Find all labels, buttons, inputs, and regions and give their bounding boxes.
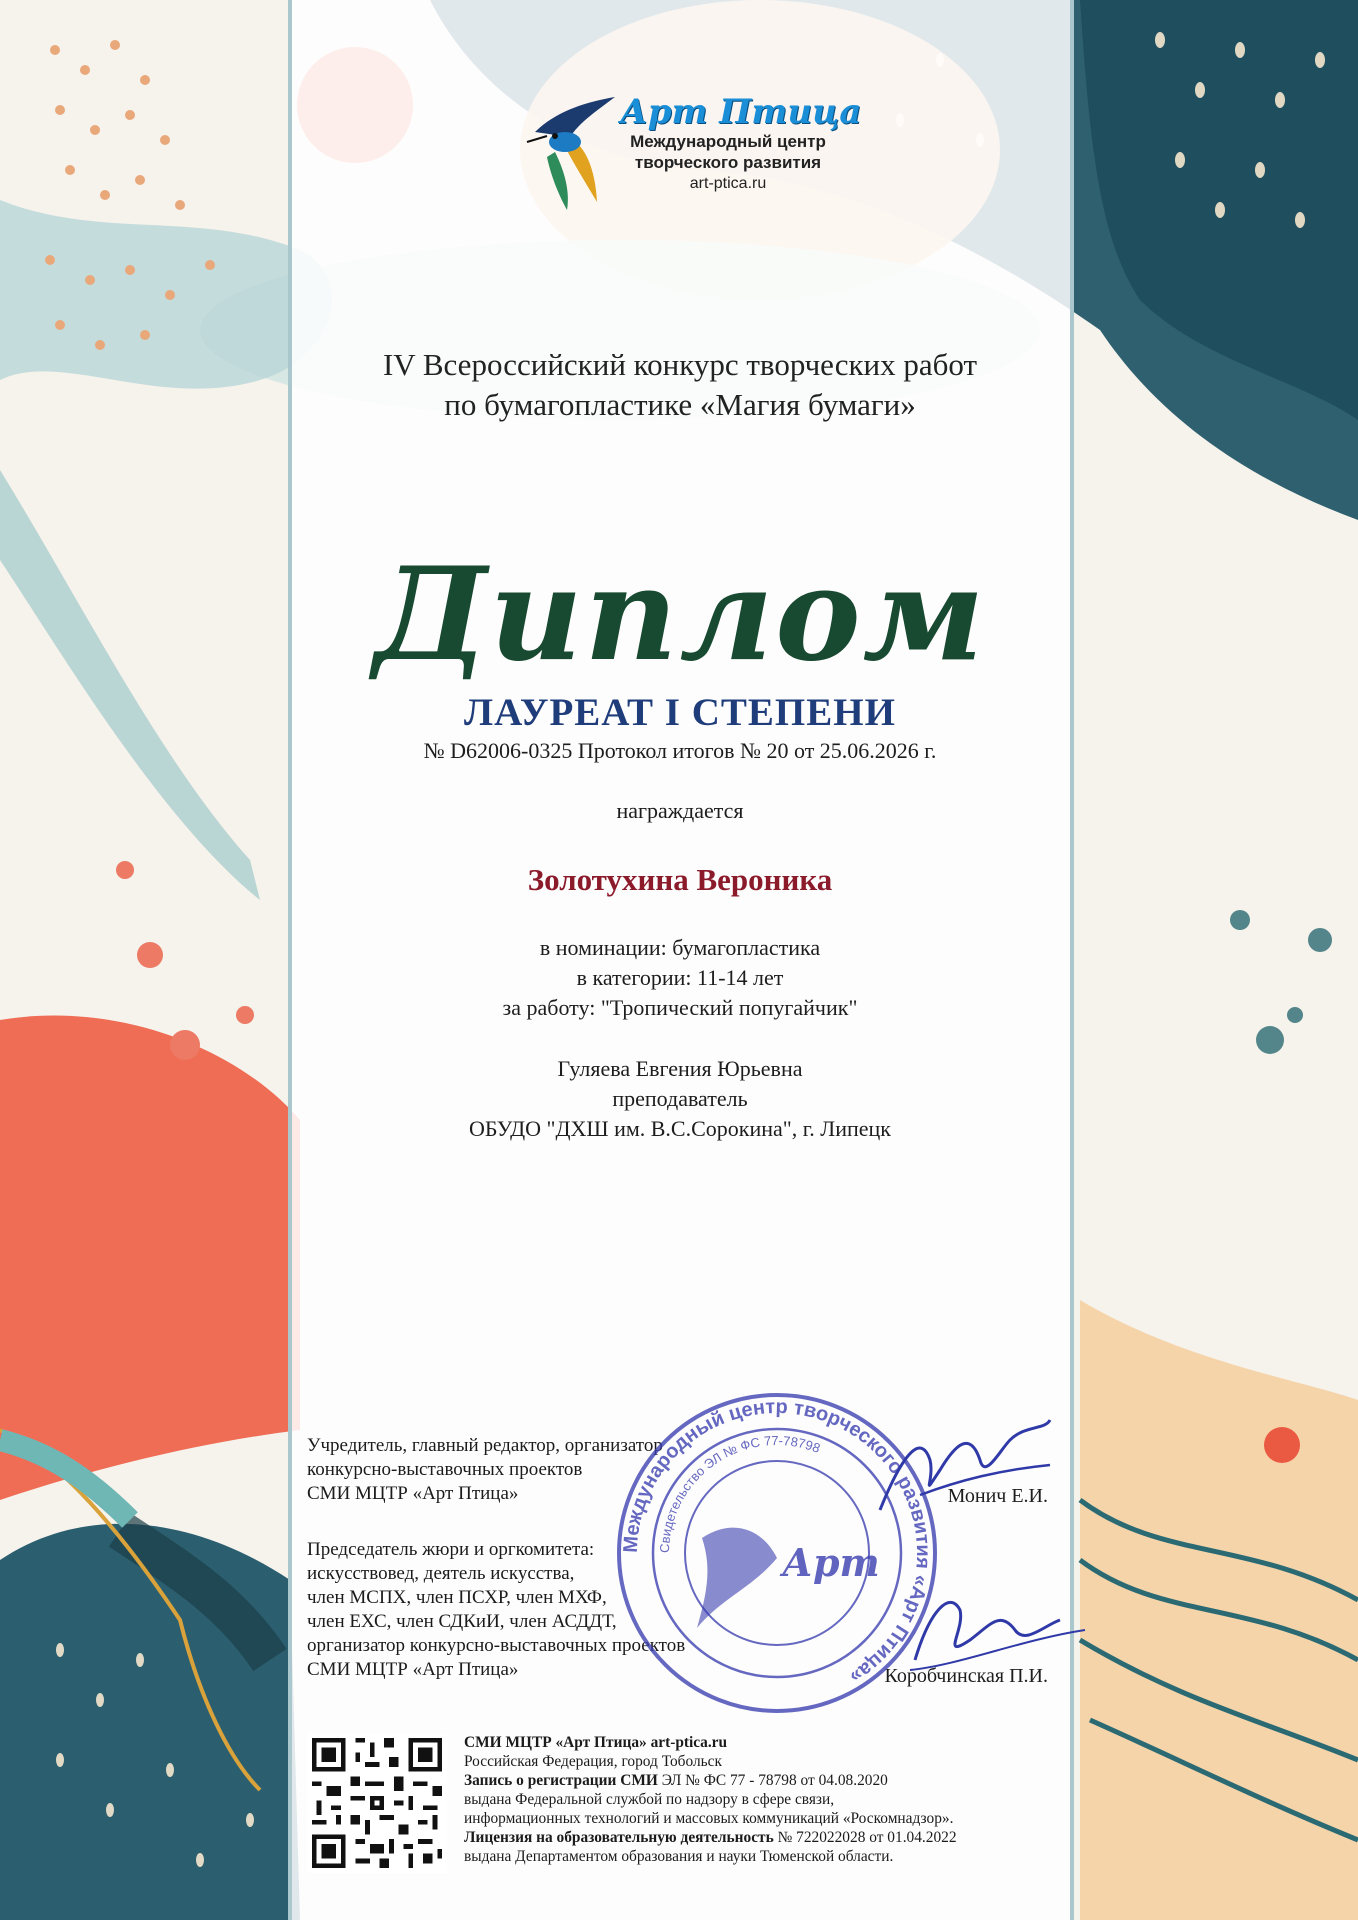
hummingbird-icon: [525, 92, 620, 212]
footer-license-label: Лицензия на образовательную деятельность: [464, 1829, 774, 1846]
category: в категории: 11-14 лет: [576, 965, 784, 990]
chairman-line3: член МСПХ, член ПСХР, член МХФ,: [307, 1587, 607, 1608]
logo-subtitle-line2: творческого развития: [634, 153, 822, 172]
footer-media-name: СМИ МЦТР «Арт Птица»: [464, 1734, 647, 1751]
chairman-signature-icon: [900, 1570, 1090, 1690]
registration-info: [464, 1733, 1064, 1866]
chairman-line6: СМИ МЦТР «Арт Птица»: [307, 1659, 519, 1680]
founder-line3: СМИ МЦТР «Арт Птица»: [307, 1483, 519, 1504]
chairman-line2: искусствовед, деятель искусства,: [307, 1563, 575, 1584]
chairman-name: Коробчинская П.И.: [884, 1665, 1048, 1687]
footer-license-number: № 722022028 от 01.04.2022: [773, 1829, 957, 1846]
contest-title-line1: IV Всероссийский конкурс творческих работ: [382, 347, 978, 382]
winner-name: Золотухина Вероника: [527, 862, 833, 897]
chairman-line1: Председатель жюри и оргкомитета:: [307, 1539, 595, 1560]
footer-line1: [464, 1733, 1064, 1752]
founder-line2: конкурсно-выставочных проектов: [307, 1459, 583, 1480]
laureate-degree: ЛАУРЕАТ I СТЕПЕНИ: [464, 691, 896, 734]
footer-line5: информационных технологий и массовых коммуникаций «Роскомнадзор».: [464, 1810, 954, 1827]
contest-title: [300, 345, 1060, 425]
qr-code[interactable]: [307, 1733, 447, 1873]
teacher-block: [300, 1054, 1060, 1144]
footer-line3: [464, 1771, 1064, 1790]
teacher-role: преподаватель: [612, 1086, 748, 1111]
logo-url: art-ptica.ru: [689, 175, 767, 192]
chairman-line4: член ЕХС, член СДКиИ, член АСДДТ,: [307, 1611, 617, 1632]
chairman-line5: организатор конкурсно-выставочных проектов: [307, 1635, 686, 1656]
logo-title: Арт Птица: [620, 92, 862, 132]
protocol-number: № D62006-0325 Протокол итогов № 20 от 25.06.2026 г.: [423, 738, 937, 763]
awarded-label: награждается: [616, 798, 744, 823]
contest-title-line2: по бумагопластике «Магия бумаги»: [444, 387, 916, 422]
stamp-inner-text: Свидетельство ЭЛ № ФС 77-78798: [656, 1432, 823, 1554]
founder-signature-icon: [860, 1400, 1060, 1540]
footer-line2: Российская Федерация, город Тобольск: [464, 1753, 722, 1770]
footer-url[interactable]: art-ptica.ru: [646, 1734, 728, 1751]
founder-line1: Учредитель, главный редактор, организатор: [307, 1435, 663, 1456]
footer-line7: выдана Департаментом образования и науки Тюменской области.: [464, 1848, 894, 1865]
art-ptica-logo: [525, 92, 862, 212]
footer-registration-number: ЭЛ № ФС 77 - 78798 от 04.08.2020: [657, 1772, 888, 1789]
logo-subtitle-line1: Международный центр: [630, 132, 826, 151]
stamp-outer-text: Международный центр творческого развития «Арт Птица»: [619, 1395, 935, 1688]
work-title: за работу: "Тропический попугайчик": [502, 995, 858, 1020]
school-name: ОБУДО "ДХШ им. В.С.Сорокина", г. Липецк: [469, 1116, 891, 1141]
footer-registration-label: Запись о регистрации СМИ: [464, 1772, 658, 1789]
diploma-heading: Диплом: [373, 540, 987, 690]
footer-line6: [464, 1828, 1064, 1847]
nomination-block: [300, 933, 1060, 1023]
nomination: в номинации: бумагопластика: [539, 935, 821, 960]
teacher-name: Гуляева Евгения Юрьевна: [557, 1056, 803, 1081]
stamp-center-word: Арт: [782, 1540, 880, 1585]
founder-name: Монич Е.И.: [947, 1485, 1048, 1507]
footer-line4: выдана Федеральной службой по надзору в сфере связи,: [464, 1791, 835, 1808]
